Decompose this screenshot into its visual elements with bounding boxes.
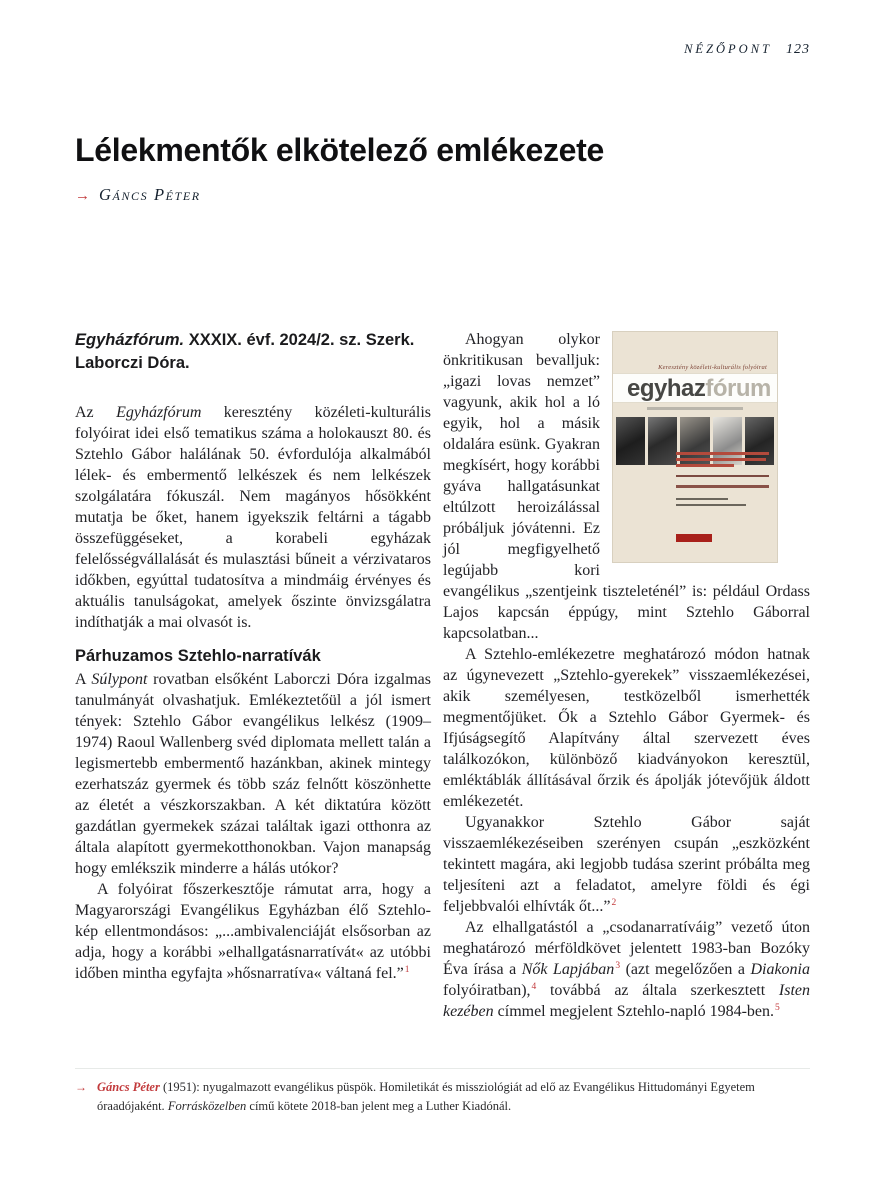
section-heading: Párhuzamos Sztehlo-narratívák <box>75 647 321 665</box>
author-footnote <box>75 1068 810 1116</box>
footnote-text: Gáncs Péter (1951): nyugalmazott evangélikus püspök. Homiletikát és missziológiát ad elő az Evangélikus Hittudományi Egyetem óraadójaként. Forrásközelben című kötete 2018-ban jelent meg a Luther Kiadónál. <box>97 1080 755 1113</box>
cover-text-lines <box>676 452 769 510</box>
cover-text-line <box>676 452 769 455</box>
paragraph: Az elhallgatástól a „csodanarratíváig” vezető úton meghatározó mérföldkövet jelentett 1983-ban Bozóky Éva írása a Nők Lapjában$^3$ (azt megelőzően a Diakonia folyóiratban),$^4$ továbbá az általa szerkesztett Isten kezében címmel megjelent Sztehlo-napló 1984-ben.$^5$ <box>443 919 810 1020</box>
cover-text-line <box>676 485 769 488</box>
byline <box>75 185 810 205</box>
arrow-icon: → <box>75 188 90 204</box>
cover-masthead-light: fórum <box>705 375 771 402</box>
two-column-body <box>75 329 810 1022</box>
paragraph: A Sztehlo-emlékezetre meghatározó módon hatnak az úgynevezett „Sztehlo-gyerekek” visszaemlékezései, akik személyesen, testközelből ismerhették megmentőjüket. Ők a Sztehlo Gábor Gyermek- és Ifjúságsegítő Alapítvány által szervezett éves találkozókon, különböző kiadványokon keresztül, emléktáblák állításával őrzik és ápolják jótevőjük áldott emlékezetét. <box>443 646 810 810</box>
cover-masthead-dark: egyhaz <box>627 375 706 402</box>
paragraph: Ahogyan olykor önkritikusan bevalljuk: „igazi lovas nemzet” vagyunk, akik hol a ló egyik, hol a másik oldalára esünk. Gyakran megkísért, hogy korábbi gyáva hallgatásunkat eltúlzott heroizálással próbáljuk jóvátenni. Ez jól megfigyelhető legújabb kori evangélikus „szentjeink tiszteleténél” is: például Ordass Lajos kapcsán éppúgy, mint Sztehlo Gáborral kapcsolatban... <box>443 331 810 642</box>
cover-red-bar <box>676 534 712 542</box>
cover-masthead <box>613 373 777 403</box>
arrow-icon: → <box>75 1080 87 1094</box>
cover-text-line <box>676 464 734 467</box>
section-label: NÉZŐPONT <box>684 42 772 56</box>
cover-text-line <box>676 504 746 507</box>
cover-photo <box>616 417 645 465</box>
cover-tagline: Keresztény közéleti-kulturális folyóirat <box>658 364 767 371</box>
magazine-cover-image <box>612 331 778 563</box>
cover-text-line <box>676 498 728 501</box>
cover-text-line <box>676 475 769 478</box>
reviewed-work-citation: Egyházfórum. XXXIX. évf. 2024/2. sz. Szerk. Laborczi Dóra. <box>75 331 415 372</box>
right-column <box>443 329 810 1022</box>
paragraph: Ugyanakkor Sztehlo Gábor saját visszaemlékezéseiben szerényen csupán „eszközként tekintett magára, aki legjobb tudása szerint próbálta meg teljesíteni azt a feladatot, amelyre földi és égi feljebbvalói elhívták őt...”$^2$ <box>443 814 810 915</box>
cover-photo <box>648 417 677 465</box>
page-number: 123 <box>786 42 810 57</box>
paragraph: Az Egyházfórum keresztény közéleti-kulturális folyóirat idei első tematikus száma a holokauszt 80. és Sztehlo Gábor halálának 50. évfordulója alkalmából lélek- és embermentő lelkészek és nem lelkészek szolgálatára fókuszál. Nem magányos hősökként mutatja be őket, hanem igyekszik feltárni a tágabb összefüggéseket, a korabeli egyházak felelősségvállalását és mulasztási bűneit a vérzivataros időkben, egyúttal tudatosítva a mindmáig érvényes és aktuális tanulságokat, amelyek őszinte önvizsgálatra indíthatják a mai olvasót is. <box>75 404 432 631</box>
cover-text-line <box>676 458 766 461</box>
cover-issue-line <box>647 407 743 410</box>
paragraph: A folyóirat főszerkesztője rámutat arra, hogy a Magyarországi Evangélikus Egyházban élő Sztehlo-kép ellentmondásos: „...ambivalenciáját elsősorban az adja, hogy a korábbi »elhallgatásnarratívát« az utóbbi időben mintha egyfajta »hősnarratíva« váltaná fel.”$^1$ <box>75 881 431 982</box>
running-head <box>75 40 810 58</box>
page-title: Lélekmentők elkötelező emlékezete <box>75 132 605 168</box>
left-column <box>75 329 431 1022</box>
author-name: Gáncs Péter <box>99 185 201 204</box>
paragraph: A Súlypont rovatban elsőként Laborczi Dóra izgalmas tanulmányát olvashatjuk. Emlékeztetőül a jól ismert tények: Sztehlo Gábor evangélikus lelkész (1909–1974) Raoul Wallenberg svéd diplomata mellett talán a legismertebb embermentő hazánkban, akinek mintegy ezerhatszáz gyermek és több száz felnőtt köszönhette az életét a vészkorszakban. A két diktatúra között gazdátlan gyermekek százai találtak igazi otthonra az általa alapított gyermekotthonokban. Vajon manapság hogy emlékszik minderre a hálás utókor? <box>75 671 432 877</box>
